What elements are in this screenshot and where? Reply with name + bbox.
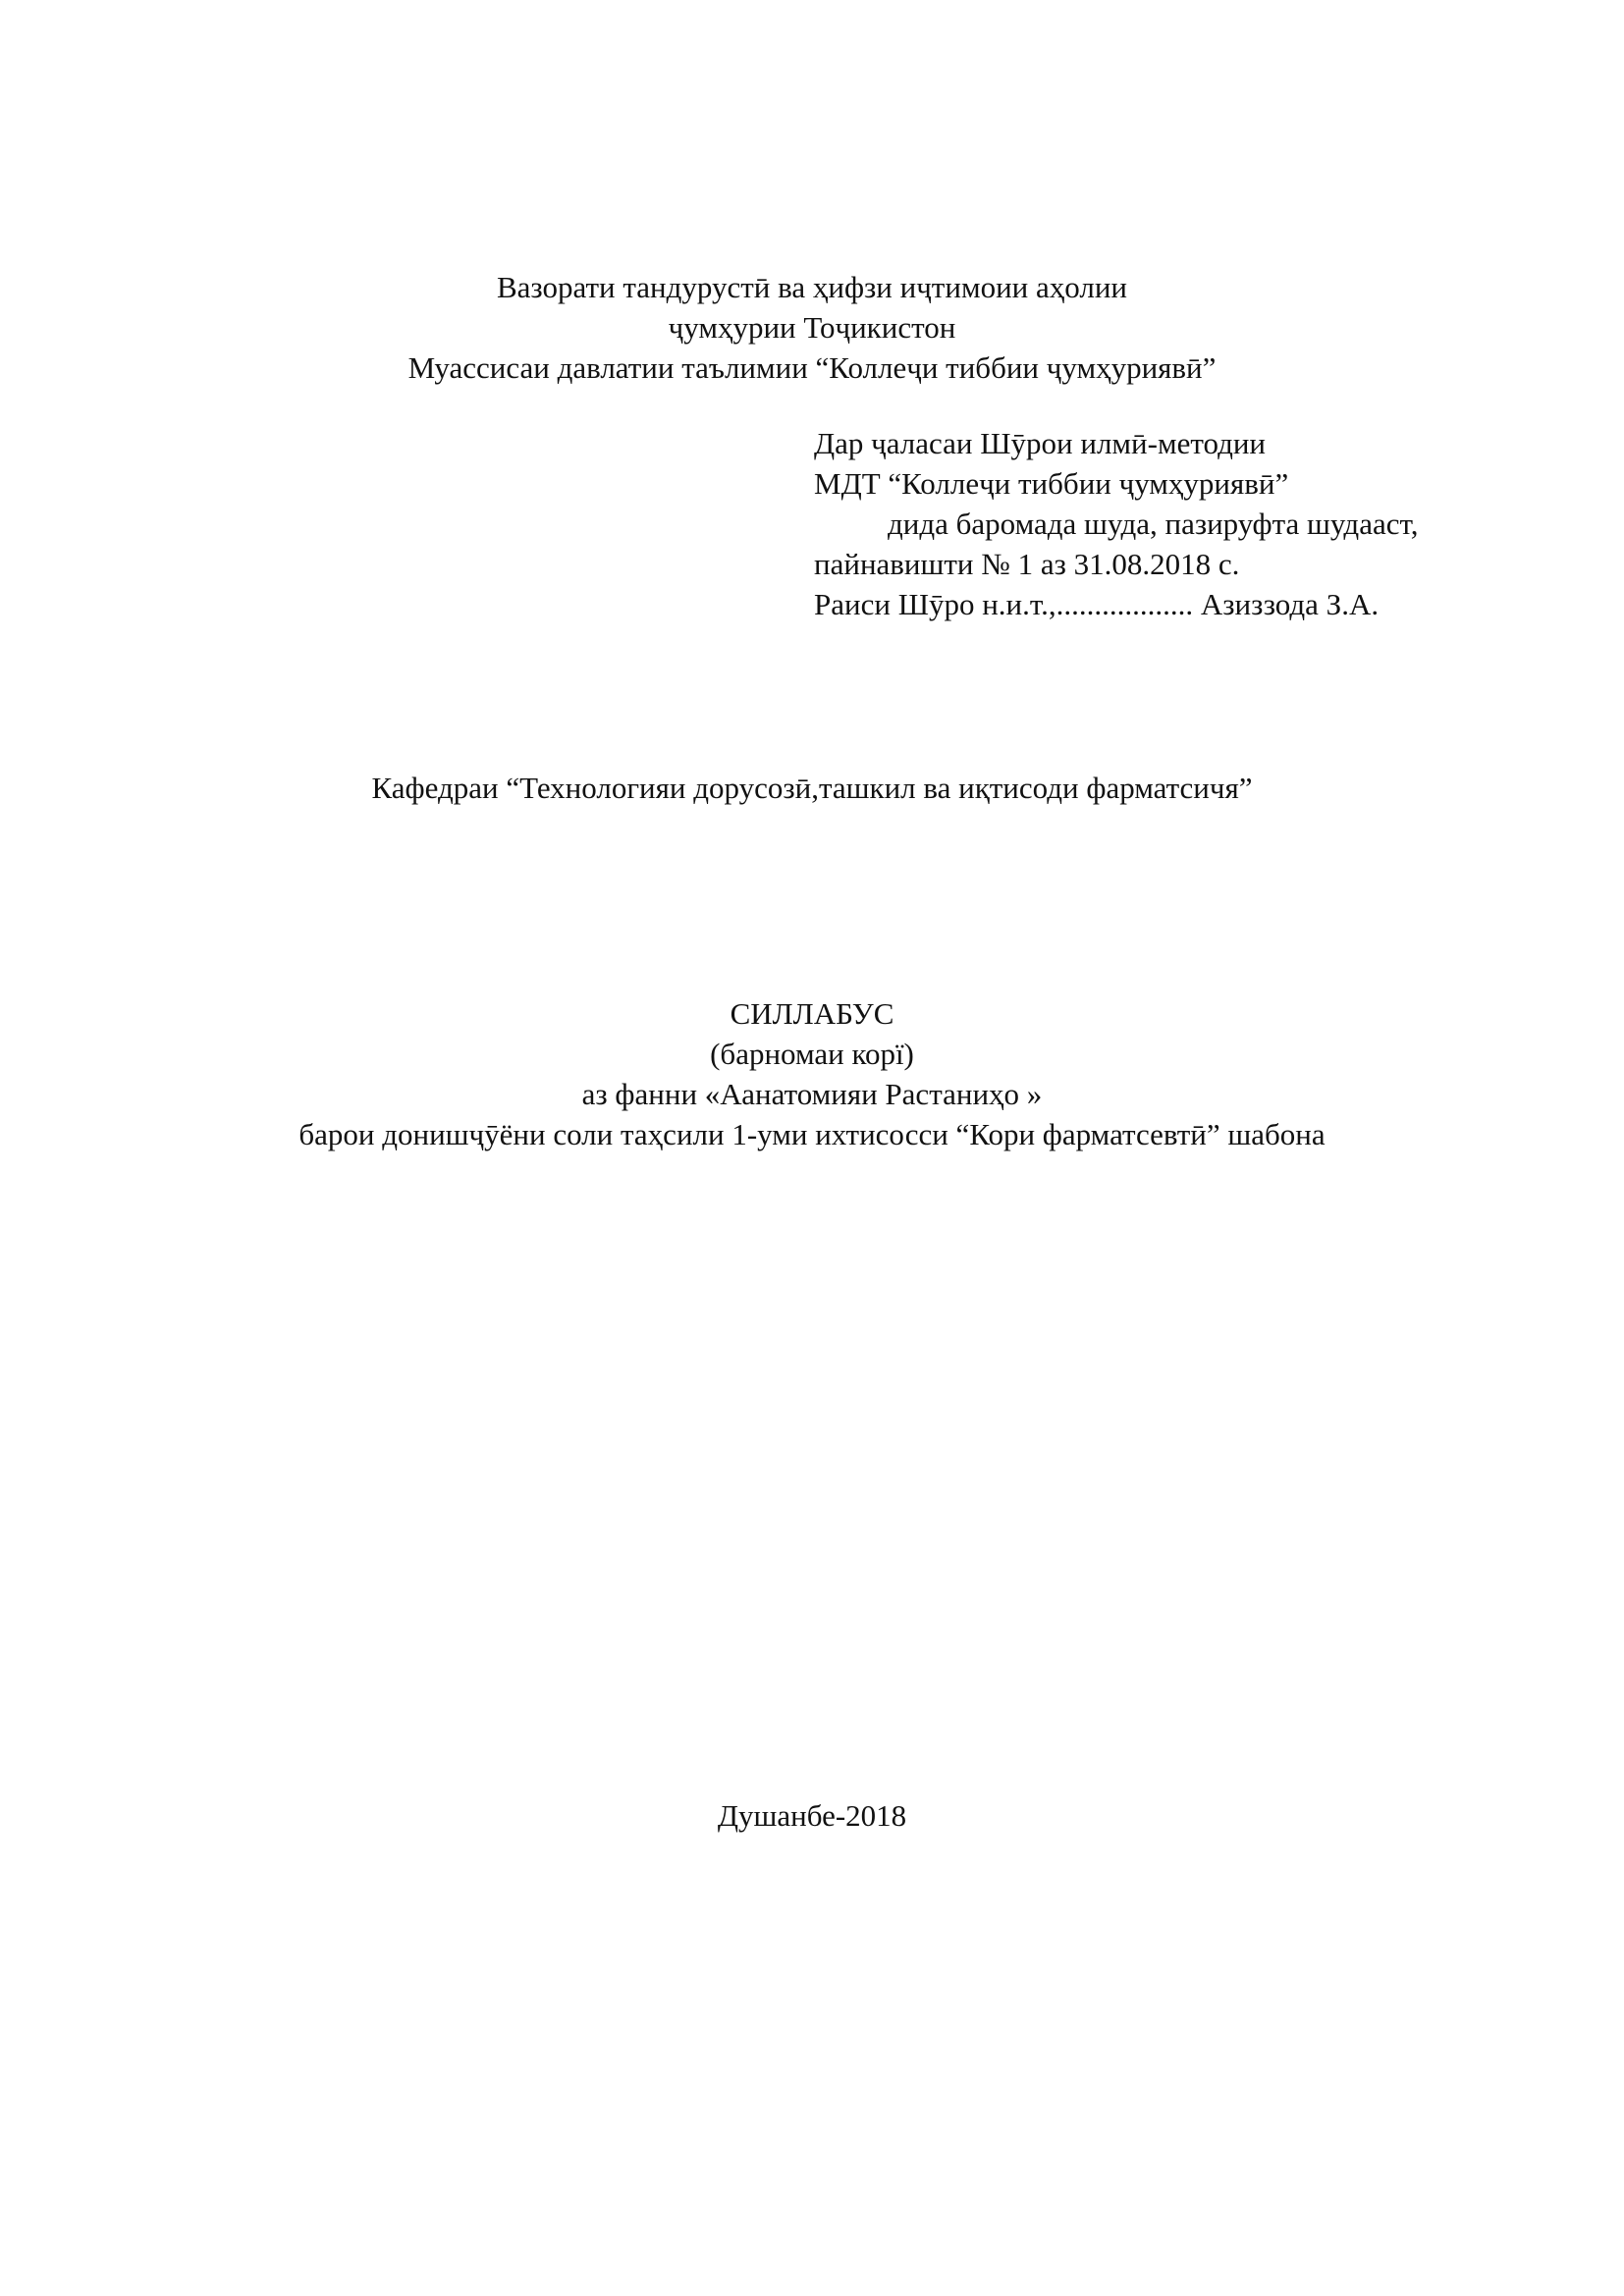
syllabus-subtitle: (барномаи корї)	[710, 1037, 914, 1071]
department-name: Кафедраи “Технологияи дорусозӣ,ташкил ва иқтисоди фарматсичя”	[371, 771, 1253, 805]
ministry-name: Вазорати тандурустӣ ва ҳифзи иҷтимоии аҳолии	[497, 270, 1127, 304]
republic-name: ҷумҳурии Тоҷикистон	[668, 310, 956, 345]
syllabus-title: СИЛЛАБУС	[730, 996, 894, 1031]
institution-name: Муассисаи давлатии таълимии “Коллеҷи тиббии ҷумҳуриявӣ”	[407, 350, 1217, 385]
approval-line-reviewed: дида баромада шуда, пазируфта шудааст,	[888, 507, 1419, 541]
approval-line-protocol: пайнавишти № 1 аз 31.08.2018 с.	[814, 547, 1240, 581]
chairman-name: Азиззода З.А.	[1200, 587, 1380, 621]
approval-line-chairman	[814, 586, 1379, 623]
syllabus-audience: барои донишҷӯёни соли таҳсили 1-уми ихтисосси “Кори фарматсевтӣ” шабона	[298, 1117, 1326, 1151]
syllabus-subject: аз фанни «Аанатомияи Растаниҳо »	[581, 1077, 1043, 1111]
approval-line-institution: МДТ “Коллеҷи тиббии ҷумҳуриявӣ”	[814, 466, 1289, 501]
signature-dots: ..................	[1056, 587, 1194, 621]
approval-line-council: Дар ҷаласаи Шӯрои илмӣ-методии	[814, 426, 1267, 460]
chairman-title: Раиси Шӯро н.и.т.,	[814, 587, 1056, 621]
city-year: Душанбе-2018	[717, 1798, 907, 1833]
